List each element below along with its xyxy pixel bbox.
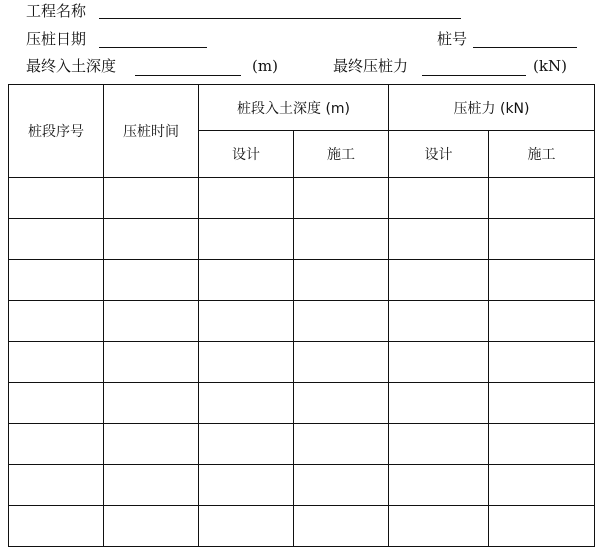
- table-row: [9, 383, 595, 424]
- table-row: [9, 465, 595, 506]
- table-row: [9, 506, 595, 547]
- table-cell[interactable]: [294, 260, 389, 301]
- table-cell[interactable]: [294, 301, 389, 342]
- table-row: [9, 260, 595, 301]
- table-cell[interactable]: [9, 465, 104, 506]
- table-cell[interactable]: [294, 424, 389, 465]
- table-row: [9, 301, 595, 342]
- final-depth-field[interactable]: [135, 75, 241, 76]
- header-segment-no: [9, 85, 104, 178]
- table-row: [9, 424, 595, 465]
- header-force-construction-text: 施工: [527, 147, 556, 163]
- table-cell[interactable]: [489, 506, 595, 547]
- table-cell[interactable]: [389, 301, 489, 342]
- project-name-label: 工程名称: [26, 2, 87, 20]
- final-force-label: 最终压桩力: [333, 57, 409, 75]
- table-cell[interactable]: [389, 178, 489, 219]
- table-cell[interactable]: [389, 506, 489, 547]
- table-cell[interactable]: [389, 383, 489, 424]
- table-cell[interactable]: [489, 424, 595, 465]
- table-cell[interactable]: [9, 424, 104, 465]
- header-force-construction: [489, 131, 595, 178]
- table-cell[interactable]: [104, 506, 199, 547]
- table-cell[interactable]: [389, 219, 489, 260]
- header-press-time: [104, 85, 199, 178]
- table-cell[interactable]: [389, 260, 489, 301]
- table-cell[interactable]: [104, 465, 199, 506]
- table-cell[interactable]: [489, 178, 595, 219]
- table-cell[interactable]: [389, 342, 489, 383]
- table-cell[interactable]: [294, 219, 389, 260]
- table-cell[interactable]: [9, 260, 104, 301]
- table-cell[interactable]: [104, 342, 199, 383]
- table-cell[interactable]: [294, 465, 389, 506]
- table-row: [9, 219, 595, 260]
- table-cell[interactable]: [104, 383, 199, 424]
- pile-record-table: [8, 84, 595, 547]
- table-cell[interactable]: [199, 506, 294, 547]
- project-name-field[interactable]: [99, 18, 461, 19]
- table-body: [9, 178, 595, 547]
- table-cell[interactable]: [9, 219, 104, 260]
- table-cell[interactable]: [489, 342, 595, 383]
- table-cell[interactable]: [104, 424, 199, 465]
- table-cell[interactable]: [389, 424, 489, 465]
- table-cell[interactable]: [489, 260, 595, 301]
- table-cell[interactable]: [489, 465, 595, 506]
- table-cell[interactable]: [9, 301, 104, 342]
- table-cell[interactable]: [104, 301, 199, 342]
- final-depth-unit: (m): [252, 57, 278, 75]
- table-row: [9, 178, 595, 219]
- table-cell[interactable]: [9, 342, 104, 383]
- table-cell[interactable]: [389, 465, 489, 506]
- table-cell[interactable]: [199, 383, 294, 424]
- header-depth-design: [199, 131, 294, 178]
- pile-date-field[interactable]: [99, 47, 207, 48]
- header-depth-design-text: 设计: [232, 147, 260, 163]
- table-cell[interactable]: [199, 301, 294, 342]
- table-cell[interactable]: [199, 424, 294, 465]
- table-cell[interactable]: [489, 219, 595, 260]
- table-cell[interactable]: [294, 383, 389, 424]
- header-press-time-text: 压桩时间: [123, 124, 179, 140]
- header-depth-group-text: 桩段入土深度 (m): [237, 100, 351, 117]
- final-force-field[interactable]: [422, 75, 526, 76]
- table-cell[interactable]: [294, 506, 389, 547]
- header-force-design-text: 设计: [424, 147, 453, 163]
- table-cell[interactable]: [9, 506, 104, 547]
- header-force-design: [389, 131, 489, 178]
- header-force-group-text: 压桩力 (kN): [453, 100, 530, 117]
- table-cell[interactable]: [489, 383, 595, 424]
- table-cell[interactable]: [294, 342, 389, 383]
- pile-date-label: 压桩日期: [26, 30, 87, 48]
- header-segment-no-text: 桩段序号: [28, 124, 84, 140]
- pile-no-label: 桩号: [437, 30, 468, 48]
- table-cell[interactable]: [104, 260, 199, 301]
- header-depth-construction: [294, 131, 389, 178]
- table-cell[interactable]: [199, 178, 294, 219]
- table-cell[interactable]: [489, 301, 595, 342]
- header-depth-group: [199, 85, 389, 131]
- table-cell[interactable]: [199, 342, 294, 383]
- table-cell[interactable]: [199, 465, 294, 506]
- table-cell[interactable]: [104, 178, 199, 219]
- table-cell[interactable]: [9, 383, 104, 424]
- final-depth-label: 最终入土深度: [26, 57, 117, 75]
- table-cell[interactable]: [9, 178, 104, 219]
- table-cell[interactable]: [294, 178, 389, 219]
- table-row: [9, 342, 595, 383]
- header-depth-construction-text: 施工: [327, 147, 355, 163]
- final-force-unit: (kN): [533, 57, 567, 75]
- header-force-group: [389, 85, 595, 131]
- pile-no-field[interactable]: [473, 47, 577, 48]
- table-cell[interactable]: [104, 219, 199, 260]
- table-cell[interactable]: [199, 219, 294, 260]
- table-cell[interactable]: [199, 260, 294, 301]
